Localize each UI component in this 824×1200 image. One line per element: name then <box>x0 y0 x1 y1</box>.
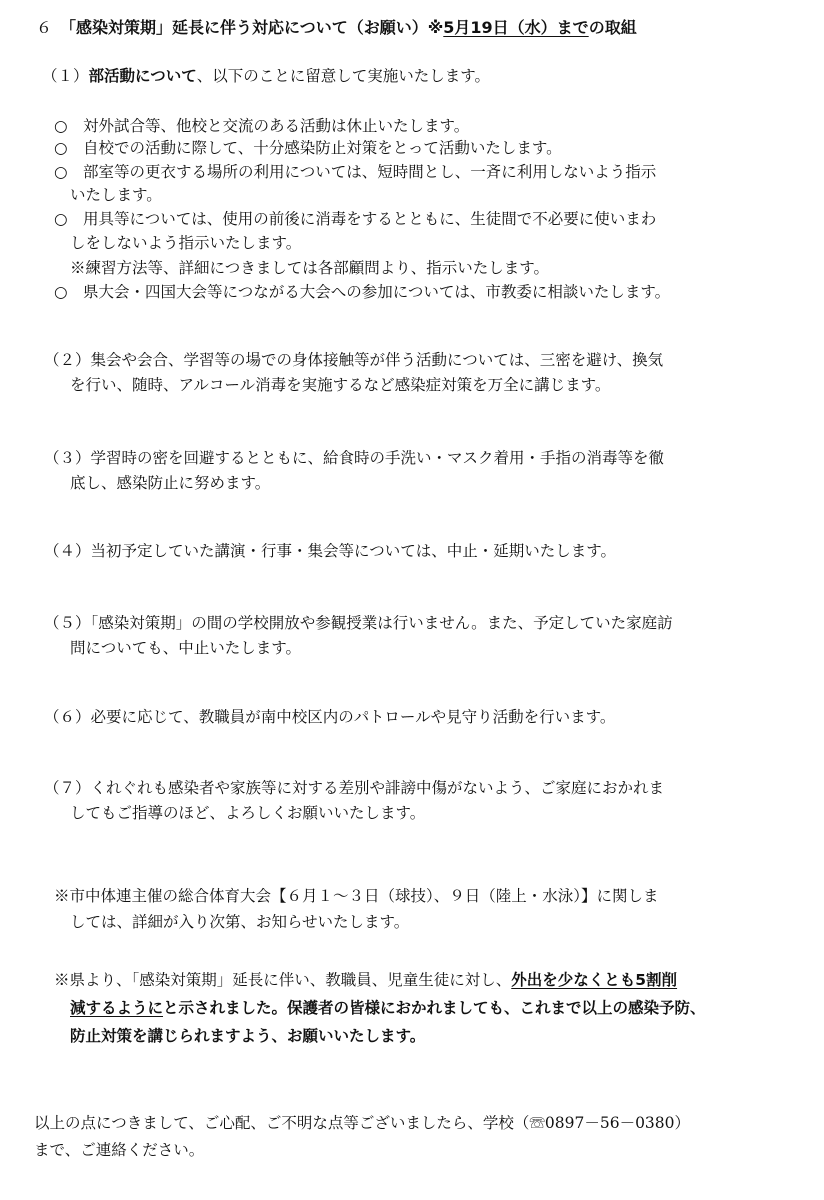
note2-line3: 防止対策を講じられますよう、お願いいたします。 <box>70 1027 426 1045</box>
note2-emphasis-1: 外出を少なくとも5割削 <box>511 971 678 989</box>
heading-number: ６ <box>36 18 53 37</box>
sec5-line1: （５）「感染対策期」の間の学校開放や参観授業は行いません。また、予定していた家庭訪 <box>44 614 673 632</box>
sec7-line1: （７）くれぐれも感染者や家族等に対する差別や誹謗中傷がないよう、ご家庭におかれま <box>44 779 665 797</box>
footer-text: 以上の点につきまして、ご心配、ご不明な点等ございましたら、学校（ <box>34 1114 530 1132</box>
section-heading <box>36 18 637 38</box>
phone-icon: ☏ <box>529 1114 545 1132</box>
note1-line2: しては、詳細が入り次第、お知らせいたします。 <box>70 913 410 931</box>
footer-line2: まで、ご連絡ください。 <box>34 1141 205 1159</box>
sec1-bullet4a: ○ 用具等については、使用の前後に消毒をするとともに、生徒間で不必要に使いまわ <box>54 210 657 228</box>
footer-phone: 0897－56－0380 <box>544 1114 675 1132</box>
footer-line1 <box>34 1113 690 1133</box>
heading-title: 「感染対策期」延長に伴う対応について（お願い）※ <box>68 18 444 37</box>
sec7-line2: してもご指導のほど、よろしくお願いいたします。 <box>70 804 426 822</box>
sec5-line2: 問についても、中止いたします。 <box>70 639 301 657</box>
sec1-title <box>42 66 490 86</box>
sec4-line1: （４）当初予定していた講演・行事・集会等については、中止・延期いたします。 <box>44 542 616 560</box>
sec1-bullet3b: いたします。 <box>70 186 162 204</box>
sec1-bullet5: ○ 県大会・四国大会等につながる大会への参加については、市教委に相談いたします。 <box>54 283 671 301</box>
sec1-prefix: （１） <box>42 67 89 85</box>
note2-line1 <box>54 970 677 990</box>
note2-line1-text: ※県より、「感染対策期」延長に伴い、教職員、児童生徒に対し、 <box>54 971 512 989</box>
sec1-rest: 、以下のことに留意して実施いたします。 <box>196 67 490 85</box>
sec3-line1: （３）学習時の密を回避するとともに、給食時の手洗い・マスク着用・手指の消毒等を徹 <box>44 449 665 467</box>
note2-emphasis-2: 減するように <box>70 999 164 1017</box>
footer-paren: ） <box>674 1114 691 1132</box>
note2-line2 <box>70 998 706 1018</box>
sec1-bullet3a: ○ 部室等の更衣する場所の利用については、短時間とし、一斉に利用しないよう指示 <box>54 163 657 181</box>
heading-title-end: の取組 <box>588 18 637 37</box>
sec3-line2: 底し、感染防止に努めます。 <box>70 474 271 492</box>
sec1-bullet1: ○ 対外試合等、他校と交流のある活動は休止いたします。 <box>54 117 470 135</box>
sec1-bullet2: ○ 自校での活動に際して、十分感染防止対策をとって活動いたします。 <box>54 139 562 157</box>
heading-date: 5月19日（水）まで <box>443 18 589 37</box>
sec1-bullet4b: しをしないよう指示いたします。 <box>70 234 302 252</box>
sec1-bold: 部活動について <box>88 67 197 85</box>
sec2-line1: （２）集会や会合、学習等の場での身体接触等が伴う活動については、三密を避け、換気 <box>44 351 664 369</box>
note1-line1: ※市中体連主催の総合体育大会【６月１～３日（球技）、９日（陸上・水泳）】に関しま <box>54 887 659 905</box>
note2-line2-text: と示されました。保護者の皆様におかれましても、これまで以上の感染予防、 <box>163 999 706 1017</box>
sec6-line1: （６）必要に応じて、教職員が南中校区内のパトロールや見守り活動を行います。 <box>44 708 616 726</box>
sec1-note: ※練習方法等、詳細につきましては各部顧問より、指示いたします。 <box>70 259 549 277</box>
sec2-line2: を行い、随時、アルコール消毒を実施するなど感染症対策を万全に講じます。 <box>70 376 611 394</box>
